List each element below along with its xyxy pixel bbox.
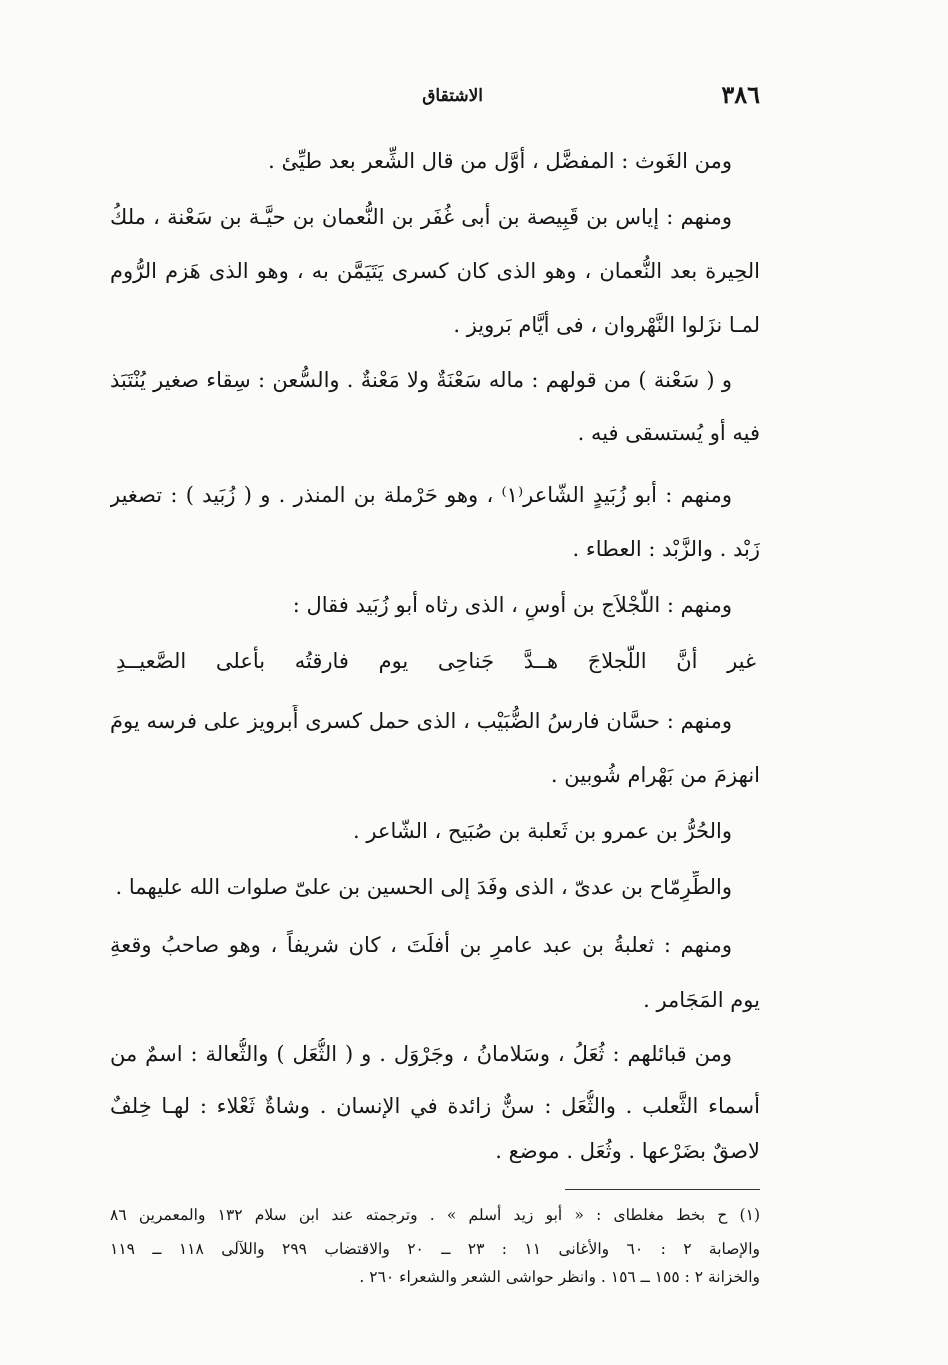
text-line: والطِّرِمّاح بن عدىّ ، الذى وفَدَ إلى الحسين بن علىّ صلوات الله عليهما . [115,875,732,899]
text-line: ومنهم : ثعلبةُ بن عبد عامرِ بن أفلَتَ ، كان شريفاً ، وهو صاحبُ وقعةِ [110,933,732,957]
footnote-line: والإصابة ٢ : ٦٠ والأغانى ١١ : ٢٣ ــ ٢٠ والاقتضاب ٢٩٩ واللآلى ١١٨ ــ ١١٩ [110,1240,760,1258]
running-title: الاشتقاق [422,86,483,106]
text-line: ومنهم : حسَّان فارسُ الضُّبَيْب ، الذى حمل كسرى أَبرويز على فرسه يومَ [110,709,732,733]
text-line: الحِيرة بعد النُّعمان ، وهو الذى كان كسرى يَتَيَمَّن به ، وهو الذى هَزم الرُّوم [110,259,760,283]
text-line: ومنهم : أبو زُبَيدٍ الشّاعر⁽١⁾ ، وهو حَرْملة بن المنذر . و ( زُبَيد ) : تصغير [110,483,732,507]
text-line: ومنهم : اللَّجْلاَج بن أوسٍ ، الذى رثاه أبو زُبَيد فقال : [292,593,732,617]
text-line: ومن قبائلهم : ثُعَلُ ، وسَلامانُ ، وجَرْوَل . و ( الثُّعَل ) والثُّعالة : اسمٌ من [110,1042,732,1066]
verse-line: غير أنَّ اللَّجلاجَ هــدَّ جَناحِى يوم فارقتُه بأعلى الصَّعيــدِ [116,649,756,673]
text-line: أسماء الثَّعلب . والثُّعَل : سنٌّ زائدة في الإنسان . وشاةٌ ثَعْلاء : لهـا خِلفٌ [110,1094,760,1118]
text-line: لاصقٌ بضَرْعها . وثُعَل . موضع . [495,1139,760,1163]
text-line: فيه أو يُستسقى فيه . [577,421,760,445]
text-line: زَبْد . والزَّبْد : العطاء . [572,537,760,561]
footnote-line: (١) ح بخط مغلطاى : « أبو زيد أسلم » . وترجمته عند ابن سلام ١٣٢ والمعمرين ٨٦ [110,1206,760,1224]
footnote-line: والخزانة ٢ : ١٥٥ ــ ١٥٦ . وانظر حواشى الشعر والشعراء ٢٦٠ . [359,1268,760,1286]
text-line: ومنهم : إياس بن قَبِيصة بن أبى غُفَر بن النُّعمان بن حيَّـة بن سَعْنة ، ملكُ [110,205,732,229]
text-line: لمـا نزَلوا النَّهْروان ، فى أيَّام بَرويز . [453,313,760,337]
text-line: والحُرُّ بن عمرو بن ثَعلبة بن صُبَيح ، الشّاعر . [352,819,732,843]
page-number: ٣٨٦ [721,80,760,109]
page-header [0,80,948,116]
footnote-divider [565,1189,760,1190]
text-line: و ( سَعْنة ) من قولهم : ماله سَعْنَةٌ ولا مَعْنةٌ . والسُّعن : سِقاء صغير يُنْتَبَذ [110,368,732,392]
text-line: ومن الغَوث : المفضَّل ، أوَّل من قال الشِّعر بعد طيِّئ . [268,149,732,173]
text-line: انهزمَ من بَهْرام شُوبين . [550,763,760,787]
text-line: يوم المَجَامر . [643,988,760,1012]
